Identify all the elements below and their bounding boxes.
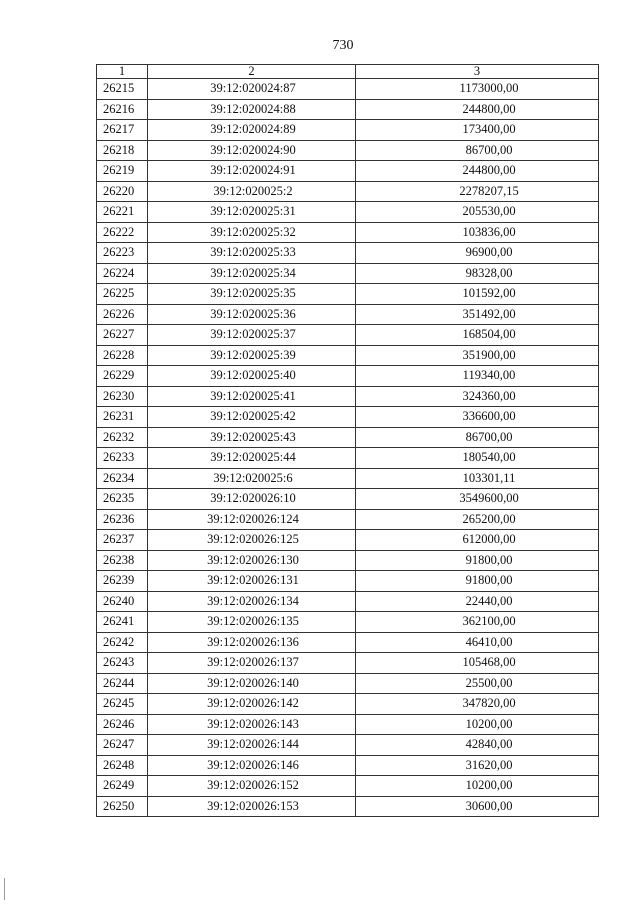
value-cell: 362100,00 xyxy=(356,612,599,633)
row-number-cell: 26217 xyxy=(97,120,148,141)
column-header-1: 1 xyxy=(97,65,148,79)
row-number-cell: 26242 xyxy=(97,632,148,653)
value-cell: 86700,00 xyxy=(356,427,599,448)
cadastral-number-cell: 39:12:020026:10 xyxy=(148,489,356,510)
value-cell: 86700,00 xyxy=(356,140,599,161)
value-cell: 205530,00 xyxy=(356,202,599,223)
row-number-cell: 26226 xyxy=(97,304,148,325)
value-cell: 168504,00 xyxy=(356,325,599,346)
row-number-cell: 26244 xyxy=(97,673,148,694)
cadastral-number-cell: 39:12:020024:88 xyxy=(148,99,356,120)
table-row xyxy=(97,263,599,284)
row-number-cell: 26233 xyxy=(97,448,148,469)
scan-mark xyxy=(4,878,5,900)
row-number-cell: 26247 xyxy=(97,735,148,756)
table-row xyxy=(97,530,599,551)
cadastral-number-cell: 39:12:020025:31 xyxy=(148,202,356,223)
cadastral-number-cell: 39:12:020026:140 xyxy=(148,673,356,694)
value-cell: 98328,00 xyxy=(356,263,599,284)
value-cell: 91800,00 xyxy=(356,571,599,592)
cadastral-number-cell: 39:12:020025:2 xyxy=(148,181,356,202)
row-number-cell: 26232 xyxy=(97,427,148,448)
table-header-row xyxy=(97,65,599,79)
value-cell: 30600,00 xyxy=(356,796,599,817)
cadastral-number-cell: 39:12:020026:146 xyxy=(148,755,356,776)
row-number-cell: 26231 xyxy=(97,407,148,428)
table-row xyxy=(97,776,599,797)
table-row xyxy=(97,222,599,243)
cadastral-number-cell: 39:12:020026:152 xyxy=(148,776,356,797)
value-cell: 612000,00 xyxy=(356,530,599,551)
table-row xyxy=(97,448,599,469)
table-row xyxy=(97,99,599,120)
row-number-cell: 26250 xyxy=(97,796,148,817)
row-number-cell: 26248 xyxy=(97,755,148,776)
row-number-cell: 26245 xyxy=(97,694,148,715)
row-number-cell: 26239 xyxy=(97,571,148,592)
cadastral-number-cell: 39:12:020026:125 xyxy=(148,530,356,551)
value-cell: 324360,00 xyxy=(356,386,599,407)
table-row xyxy=(97,550,599,571)
table-row xyxy=(97,120,599,141)
table-row xyxy=(97,427,599,448)
table-row xyxy=(97,345,599,366)
row-number-cell: 26227 xyxy=(97,325,148,346)
cadastral-number-cell: 39:12:020025:40 xyxy=(148,366,356,387)
value-cell: 244800,00 xyxy=(356,161,599,182)
table-row xyxy=(97,735,599,756)
row-number-cell: 26228 xyxy=(97,345,148,366)
cadastral-number-cell: 39:12:020026:135 xyxy=(148,612,356,633)
data-table xyxy=(96,64,599,817)
row-number-cell: 26225 xyxy=(97,284,148,305)
row-number-cell: 26243 xyxy=(97,653,148,674)
cadastral-number-cell: 39:12:020026:124 xyxy=(148,509,356,530)
table-row xyxy=(97,489,599,510)
row-number-cell: 26215 xyxy=(97,79,148,100)
row-number-cell: 26229 xyxy=(97,366,148,387)
value-cell: 336600,00 xyxy=(356,407,599,428)
table-row xyxy=(97,509,599,530)
row-number-cell: 26236 xyxy=(97,509,148,530)
table-row xyxy=(97,202,599,223)
value-cell: 96900,00 xyxy=(356,243,599,264)
cadastral-number-cell: 39:12:020024:89 xyxy=(148,120,356,141)
table-row xyxy=(97,79,599,100)
value-cell: 351492,00 xyxy=(356,304,599,325)
table-row xyxy=(97,612,599,633)
value-cell: 105468,00 xyxy=(356,653,599,674)
row-number-cell: 26224 xyxy=(97,263,148,284)
table-row xyxy=(97,591,599,612)
cadastral-number-cell: 39:12:020026:137 xyxy=(148,653,356,674)
row-number-cell: 26223 xyxy=(97,243,148,264)
value-cell: 244800,00 xyxy=(356,99,599,120)
value-cell: 1173000,00 xyxy=(356,79,599,100)
table-row xyxy=(97,755,599,776)
value-cell: 173400,00 xyxy=(356,120,599,141)
value-cell: 3549600,00 xyxy=(356,489,599,510)
cadastral-number-cell: 39:12:020025:32 xyxy=(148,222,356,243)
value-cell: 347820,00 xyxy=(356,694,599,715)
table-row xyxy=(97,304,599,325)
cadastral-number-cell: 39:12:020025:39 xyxy=(148,345,356,366)
cadastral-number-cell: 39:12:020026:134 xyxy=(148,591,356,612)
row-number-cell: 26238 xyxy=(97,550,148,571)
row-number-cell: 26237 xyxy=(97,530,148,551)
table-row xyxy=(97,571,599,592)
row-number-cell: 26240 xyxy=(97,591,148,612)
table-row xyxy=(97,284,599,305)
value-cell: 22440,00 xyxy=(356,591,599,612)
cadastral-number-cell: 39:12:020025:42 xyxy=(148,407,356,428)
row-number-cell: 26234 xyxy=(97,468,148,489)
cadastral-number-cell: 39:12:020026:143 xyxy=(148,714,356,735)
value-cell: 10200,00 xyxy=(356,714,599,735)
cadastral-number-cell: 39:12:020026:144 xyxy=(148,735,356,756)
value-cell: 103301,11 xyxy=(356,468,599,489)
value-cell: 31620,00 xyxy=(356,755,599,776)
cadastral-number-cell: 39:12:020026:142 xyxy=(148,694,356,715)
row-number-cell: 26235 xyxy=(97,489,148,510)
table-row xyxy=(97,366,599,387)
value-cell: 119340,00 xyxy=(356,366,599,387)
column-header-3: 3 xyxy=(356,65,599,79)
row-number-cell: 26222 xyxy=(97,222,148,243)
row-number-cell: 26249 xyxy=(97,776,148,797)
value-cell: 2278207,15 xyxy=(356,181,599,202)
table-row xyxy=(97,653,599,674)
cadastral-number-cell: 39:12:020025:34 xyxy=(148,263,356,284)
table-row xyxy=(97,243,599,264)
table-row xyxy=(97,161,599,182)
cadastral-number-cell: 39:12:020025:35 xyxy=(148,284,356,305)
row-number-cell: 26218 xyxy=(97,140,148,161)
cadastral-number-cell: 39:12:020025:36 xyxy=(148,304,356,325)
cadastral-number-cell: 39:12:020025:37 xyxy=(148,325,356,346)
table-row xyxy=(97,632,599,653)
value-cell: 101592,00 xyxy=(356,284,599,305)
table-row xyxy=(97,673,599,694)
row-number-cell: 26230 xyxy=(97,386,148,407)
table-row xyxy=(97,796,599,817)
value-cell: 91800,00 xyxy=(356,550,599,571)
row-number-cell: 26219 xyxy=(97,161,148,182)
table-row xyxy=(97,714,599,735)
row-number-cell: 26216 xyxy=(97,99,148,120)
cadastral-number-cell: 39:12:020025:6 xyxy=(148,468,356,489)
table-row xyxy=(97,407,599,428)
cadastral-number-cell: 39:12:020026:153 xyxy=(148,796,356,817)
row-number-cell: 26246 xyxy=(97,714,148,735)
table-body xyxy=(97,79,599,817)
column-header-2: 2 xyxy=(148,65,356,79)
table-row xyxy=(97,325,599,346)
value-cell: 180540,00 xyxy=(356,448,599,469)
table-row xyxy=(97,386,599,407)
cadastral-number-cell: 39:12:020025:44 xyxy=(148,448,356,469)
page-number: 730 xyxy=(332,38,354,53)
cadastral-number-cell: 39:12:020026:136 xyxy=(148,632,356,653)
value-cell: 25500,00 xyxy=(356,673,599,694)
cadastral-number-cell: 39:12:020024:90 xyxy=(148,140,356,161)
table-row xyxy=(97,140,599,161)
table-row xyxy=(97,468,599,489)
table-row xyxy=(97,694,599,715)
table-row xyxy=(97,181,599,202)
value-cell: 265200,00 xyxy=(356,509,599,530)
row-number-cell: 26241 xyxy=(97,612,148,633)
row-number-cell: 26221 xyxy=(97,202,148,223)
value-cell: 103836,00 xyxy=(356,222,599,243)
cadastral-number-cell: 39:12:020025:41 xyxy=(148,386,356,407)
cadastral-number-cell: 39:12:020026:130 xyxy=(148,550,356,571)
value-cell: 46410,00 xyxy=(356,632,599,653)
value-cell: 351900,00 xyxy=(356,345,599,366)
cadastral-number-cell: 39:12:020024:91 xyxy=(148,161,356,182)
value-cell: 42840,00 xyxy=(356,735,599,756)
cadastral-number-cell: 39:12:020025:33 xyxy=(148,243,356,264)
value-cell: 10200,00 xyxy=(356,776,599,797)
cadastral-number-cell: 39:12:020024:87 xyxy=(148,79,356,100)
cadastral-number-cell: 39:12:020025:43 xyxy=(148,427,356,448)
cadastral-number-cell: 39:12:020026:131 xyxy=(148,571,356,592)
row-number-cell: 26220 xyxy=(97,181,148,202)
